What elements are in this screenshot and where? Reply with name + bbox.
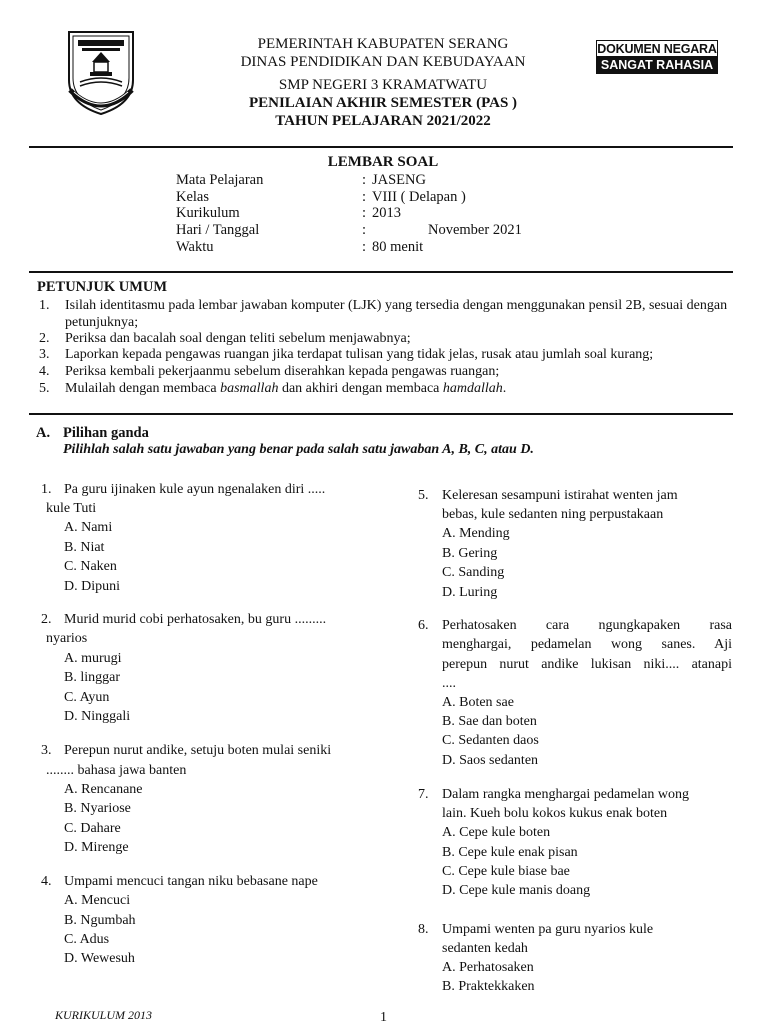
answer-option: B. Cepe kule enak pisan bbox=[442, 845, 578, 860]
section-title: Pilihan ganda bbox=[63, 425, 149, 441]
question-stem: sedanten kedah bbox=[442, 941, 528, 956]
instruction-text: Isilah identitasmu pada lembar jawaban komputer (LJK) yang tersedia dengan menggunakan pensil 2B, sesuai dengan petunjuknya; bbox=[65, 298, 728, 330]
info-colon: : bbox=[362, 172, 367, 188]
question-stem: lain. Kueh bolu kokos kukus enak boten bbox=[442, 806, 668, 821]
instruction-text: Mulailah dengan membaca basmallah dan akhiri dengan membaca hamdallah. bbox=[65, 381, 507, 396]
department-name: DINAS PENDIDIKAN DAN KEBUDAYAAN bbox=[240, 54, 526, 70]
answer-option: D. Mirenge bbox=[64, 840, 129, 855]
school-name: SMP NEGERI 3 KRAMATWATU bbox=[278, 77, 488, 93]
question-stem bbox=[442, 655, 732, 675]
instruction-number: 1. bbox=[39, 298, 50, 313]
answer-option: A. murugi bbox=[64, 651, 122, 666]
answer-option: A. Rencanane bbox=[64, 782, 143, 797]
answer-option: C. Sanding bbox=[442, 565, 505, 580]
question-stem: Dalam rangka menghargai pedamelan wong bbox=[442, 787, 689, 802]
footer-curriculum: KURIKULUM 2013 bbox=[55, 1008, 153, 1022]
info-label: Mata Pelajaran bbox=[176, 172, 264, 188]
info-value: 80 menit bbox=[372, 239, 424, 255]
sheet-title: LEMBAR SOAL bbox=[327, 154, 439, 170]
question-4 bbox=[41, 872, 371, 972]
answer-option: A. Mencuci bbox=[64, 893, 131, 908]
answer-option: D. Saos sedanten bbox=[442, 753, 539, 768]
info-colon: : bbox=[362, 239, 367, 255]
question-3 bbox=[41, 741, 371, 861]
question-stem bbox=[442, 616, 732, 636]
answer-option: A. Nami bbox=[64, 520, 113, 535]
info-value: 2013 bbox=[372, 205, 401, 221]
regency-logo bbox=[64, 28, 138, 116]
answer-option: B. Praktekkaken bbox=[442, 979, 535, 994]
question-7 bbox=[418, 785, 733, 905]
answer-option: D. Wewesuh bbox=[64, 951, 135, 966]
info-value: JASENG bbox=[372, 172, 426, 188]
question-stem: .... bbox=[442, 676, 456, 691]
info-label: Hari / Tanggal bbox=[176, 222, 260, 238]
question-stem bbox=[442, 635, 732, 655]
header-divider bbox=[29, 146, 733, 148]
basmallah-term: basmallah bbox=[220, 381, 279, 396]
answer-option: D. Luring bbox=[442, 585, 498, 600]
badge-top-label: DOKUMEN NEGARA bbox=[597, 42, 717, 56]
question-number: 5. bbox=[418, 488, 429, 503]
instruction-text: Periksa dan bacalah soal dengan teliti sebelum menjawabnya; bbox=[65, 331, 411, 346]
answer-option: A. Perhatosaken bbox=[442, 960, 534, 975]
answer-option: B. Gering bbox=[442, 546, 498, 561]
question-1 bbox=[41, 480, 371, 600]
question-stem-line: Perhatosaken cara ngungkapaken rasa bbox=[442, 618, 732, 633]
answer-option: B. Nyariose bbox=[64, 801, 131, 816]
question-number: 4. bbox=[41, 874, 52, 889]
instruction-text: Laporkan kepada pengawas ruangan jika terdapat tulisan yang tidak jelas, rusak atau jumlah soal kurang; bbox=[65, 347, 654, 362]
question-stem: Pa guru ijinaken kule ayun ngenalaken diri ..... bbox=[64, 482, 326, 497]
question-8 bbox=[418, 920, 733, 1000]
instruction-number: 5. bbox=[39, 381, 50, 396]
question-number: 6. bbox=[418, 618, 429, 633]
instruction-text: Periksa kembali pekerjaanmu sebelum diserahkan kepada pengawas ruangan; bbox=[65, 364, 500, 379]
answer-option: A. Mending bbox=[442, 526, 510, 541]
answer-option: C. Cepe kule biase bae bbox=[442, 864, 570, 879]
answer-option: D. Dipuni bbox=[64, 579, 120, 594]
answer-option: C. Sedanten daos bbox=[442, 733, 539, 748]
answer-option: B. Sae dan boten bbox=[442, 714, 537, 729]
question-number: 8. bbox=[418, 922, 429, 937]
info-label: Kelas bbox=[176, 189, 210, 205]
instructions-divider bbox=[29, 413, 733, 415]
section-instruction: Pilihlah salah satu jawaban yang benar pada salah satu jawaban A, B, C, atau D. bbox=[63, 442, 534, 457]
question-stem: nyarios bbox=[46, 631, 88, 646]
answer-option: D. Ninggali bbox=[64, 709, 131, 724]
question-stem: Keleresan sesampuni istirahat wenten jam bbox=[442, 488, 678, 503]
info-value: November 2021 bbox=[428, 222, 522, 238]
question-stem: Murid murid cobi perhatosaken, bu guru ......... bbox=[64, 612, 327, 627]
question-number: 7. bbox=[418, 787, 429, 802]
info-label: Kurikulum bbox=[176, 205, 240, 221]
instruction-number: 2. bbox=[39, 331, 50, 346]
instructions-title: PETUNJUK UMUM bbox=[37, 279, 168, 295]
answer-option: B. linggar bbox=[64, 670, 120, 685]
question-stem-line: perepun nurut andike lukisan niki.... atanapi bbox=[442, 657, 732, 672]
info-colon: : bbox=[362, 205, 367, 221]
question-stem: Perepun nurut andike, setuju boten mulai seniki bbox=[64, 743, 332, 758]
info-label: Waktu bbox=[176, 239, 214, 255]
answer-option: C. Dahare bbox=[64, 821, 121, 836]
academic-year: TAHUN PELAJARAN 2021/2022 bbox=[275, 113, 491, 129]
page-number: 1 bbox=[380, 1010, 387, 1025]
question-stem: Umpami mencuci tangan niku bebasane nape bbox=[64, 874, 318, 889]
badge-bottom-label: SANGAT RAHASIA bbox=[597, 56, 717, 73]
answer-option: C. Naken bbox=[64, 559, 117, 574]
answer-option: A. Cepe kule boten bbox=[442, 825, 551, 840]
question-number: 3. bbox=[41, 743, 52, 758]
answer-option: C. Adus bbox=[64, 932, 110, 947]
instruction-number: 4. bbox=[39, 364, 50, 379]
question-stem: kule Tuti bbox=[46, 501, 97, 516]
hamdallah-term: hamdallah bbox=[442, 381, 503, 396]
answer-option: A. Boten sae bbox=[442, 695, 514, 710]
answer-option: D. Cepe kule manis doang bbox=[442, 883, 591, 898]
answer-option: B. Niat bbox=[64, 540, 105, 555]
question-number: 1. bbox=[41, 482, 52, 497]
question-stem-line: menghargai, pedamelan wong sanes. Aji bbox=[442, 637, 732, 652]
section-letter: A. bbox=[36, 425, 51, 441]
answer-option: B. Ngumbah bbox=[64, 913, 136, 928]
question-stem: bebas, kule sedanten ning perpustakaan bbox=[442, 507, 664, 522]
info-colon: : bbox=[362, 189, 367, 205]
question-stem: ........ bahasa jawa banten bbox=[46, 763, 187, 778]
info-value: VIII ( Delapan ) bbox=[372, 189, 466, 205]
question-stem: Umpami wenten pa guru nyarios kule bbox=[442, 922, 654, 937]
instruction-number: 3. bbox=[39, 347, 50, 362]
confidential-badge bbox=[596, 40, 718, 74]
exam-title: PENILAIAN AKHIR SEMESTER (PAS ) bbox=[248, 95, 518, 111]
question-6 bbox=[418, 616, 733, 776]
government-name: PEMERINTAH KABUPATEN SERANG bbox=[257, 36, 509, 52]
question-5 bbox=[418, 486, 733, 606]
question-number: 2. bbox=[41, 612, 52, 627]
section-a-heading bbox=[36, 425, 149, 442]
info-colon: : bbox=[362, 222, 367, 238]
question-2 bbox=[41, 610, 371, 730]
info-divider bbox=[29, 271, 733, 273]
answer-option: C. Ayun bbox=[64, 690, 110, 705]
